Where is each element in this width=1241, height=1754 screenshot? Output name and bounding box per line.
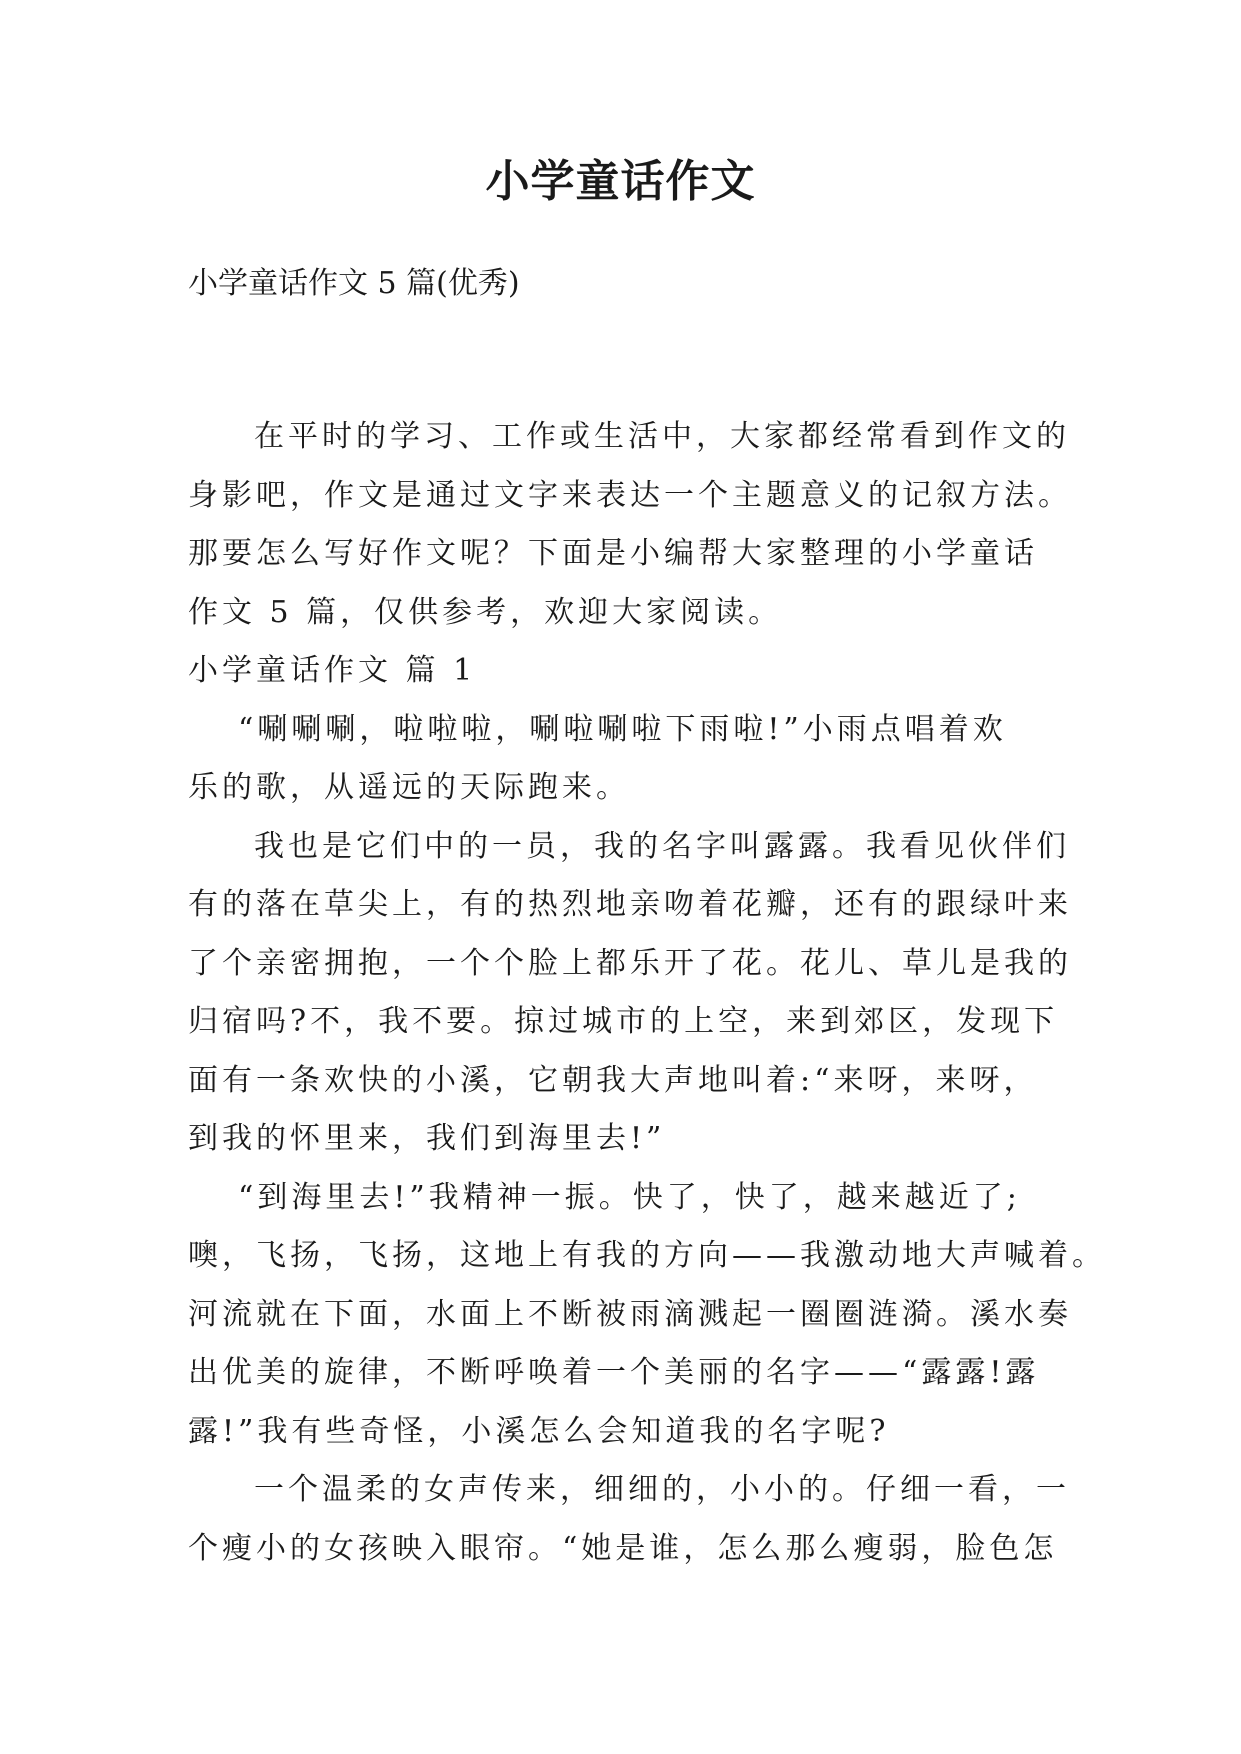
paragraph-line: 个瘦小的女孩映入眼帘。“她是谁，怎么那么瘦弱，脸色怎 bbox=[188, 1530, 1058, 1566]
document-title: 小学童话作文 bbox=[485, 156, 756, 207]
paragraph-line: 身影吧，作文是通过文字来表达一个主题意义的记叙方法。 bbox=[188, 477, 1072, 513]
paragraph-line: 我也是它们中的一员，我的名字叫露露。我看见伙伴们 bbox=[254, 828, 1070, 864]
paragraph-line: 了个亲密拥抱，一个个脸上都乐开了花。花儿、草儿是我的 bbox=[188, 945, 1072, 981]
paragraph-line: “到海里去!”我精神一振。快了，快了，越来越近了; bbox=[238, 1179, 1021, 1215]
paragraph-line: 那要怎么写好作文呢？下面是小编帮大家整理的小学童话 bbox=[188, 536, 1038, 571]
paragraph-line: 面有一条欢快的小溪，它朝我大声地叫着:“来呀，来呀， bbox=[188, 1062, 1038, 1098]
document-subtitle: 小学童话作文 5 篇(优秀) bbox=[188, 266, 520, 301]
paragraph-line: 有的落在草尖上，有的热烈地亲吻着花瓣，还有的跟绿叶来 bbox=[188, 887, 1072, 922]
paragraph-line: 出优美的旋律，不断呼唤着一个美丽的名字——“露露!露 bbox=[188, 1355, 1040, 1390]
paragraph-line: “唰唰唰，啦啦啦，唰啦唰啦下雨啦!”小雨点唱着欢 bbox=[238, 711, 1007, 747]
paragraph-line: 到我的怀里来，我们到海里去!” bbox=[188, 1121, 666, 1156]
paragraph-line: 归宿吗?不，我不要。掠过城市的上空，来到郊区，发现下 bbox=[188, 1004, 1059, 1039]
paragraph-line: 一个温柔的女声传来，细细的，小小的。仔细一看，一 bbox=[254, 1472, 1070, 1507]
section-heading: 小学童话作文 篇 1 bbox=[188, 653, 477, 688]
paragraph-line: 乐的歌，从遥远的天际跑来。 bbox=[188, 770, 630, 805]
paragraph-line: 露!”我有些奇怪，小溪怎么会知道我的名字呢? bbox=[188, 1413, 890, 1449]
paragraph-line: 作文 5 篇，仅供参考，欢迎大家阅读。 bbox=[188, 594, 783, 630]
document-body bbox=[188, 408, 1106, 1578]
paragraph-line: 在平时的学习、工作或生活中，大家都经常看到作文的 bbox=[254, 419, 1070, 454]
paragraph-line: 噢，飞扬，飞扬，这地上有我的方向——我激动地大声喊着。 bbox=[188, 1238, 1106, 1273]
paragraph-line: 河流就在下面，水面上不断被雨滴溅起一圈圈涟漪。溪水奏 bbox=[188, 1296, 1072, 1332]
